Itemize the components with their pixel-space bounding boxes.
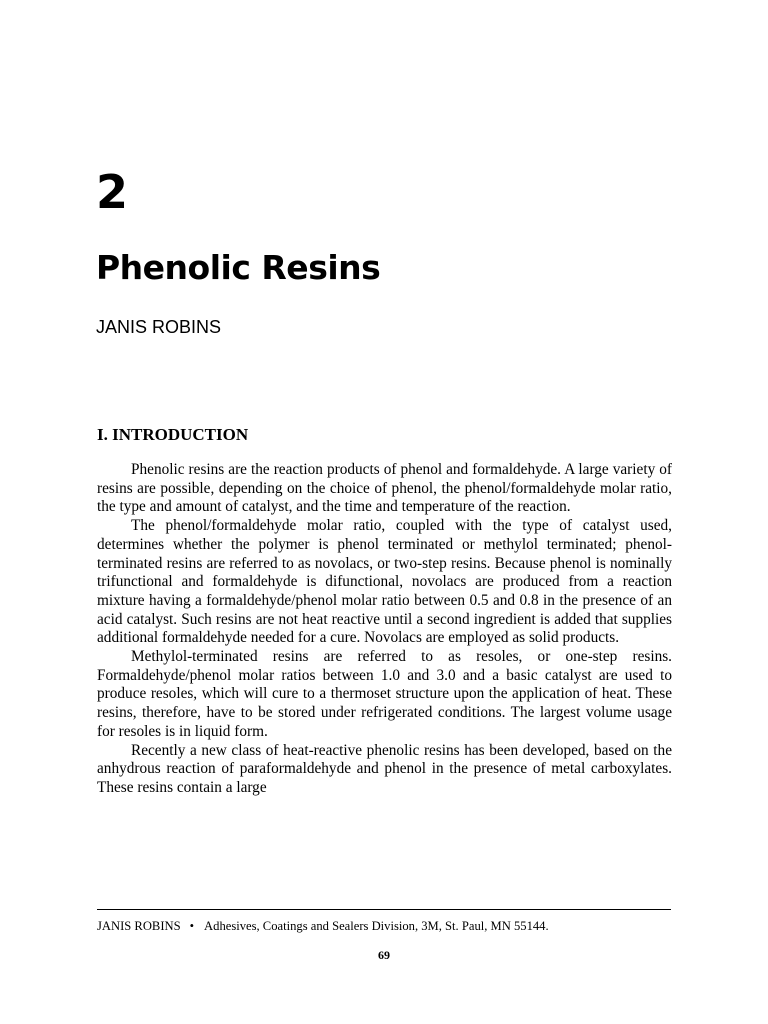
chapter-number: 2 xyxy=(96,165,129,219)
paragraph: Recently a new class of heat-reactive phenolic resins has been developed, based on the anhydrous reaction of paraformaldehyde and phenol in the presence of metal carboxylates. These resins contain a large xyxy=(97,741,672,796)
body-text xyxy=(97,461,672,798)
footnote-divider xyxy=(97,909,671,910)
footnote-affiliation: Adhesives, Coatings and Sealers Division, 3M, St. Paul, MN 55144. xyxy=(204,919,549,933)
page-number: 69 xyxy=(378,948,390,962)
chapter-title: Phenolic Resins xyxy=(96,248,381,287)
section-heading: I. INTRODUCTION xyxy=(97,425,249,444)
author-footnote xyxy=(97,917,549,935)
chapter-author: JANIS ROBINS xyxy=(96,317,222,337)
paragraph: Methylol-terminated resins are referred to as resoles, or one-step resins. Formaldehyde/phenol molar ratios between 1.0 and 3.0 and a basic catalyst are used to produce resoles, which will cure to a thermoset structure upon the application of heat. These resins, therefore, have to be stored under refrigerated conditions. The largest volume usage for resoles is in liquid form. xyxy=(97,648,672,740)
paragraph: Phenolic resins are the reaction products of phenol and formaldehyde. A large variety of resins are possible, depending on the choice of phenol, the phenol/formaldehyde molar ratio, the type and amount of catalyst, and the time and temperature of the reaction. xyxy=(97,461,672,516)
footnote-author: JANIS ROBINS xyxy=(97,919,181,933)
bullet-separator: • xyxy=(189,919,195,933)
paragraph: The phenol/formaldehyde molar ratio, coupled with the type of catalyst used, determines whether the polymer is phenol terminated or methylol terminated; phenol-terminated resins are referred to as novolacs, or two-step resins. Because phenol is nominally trifunctional and formaldehyde is difunctional, novolacs are produced from a reaction mixture having a formaldehyde/phenol molar ratio between 0.5 and 0.8 in the presence of an acid catalyst. Such resins are not heat reactive until a second ingredient is added that supplies additional formaldehyde needed for a cure. Novolacs are employed as solid products. xyxy=(97,517,672,647)
